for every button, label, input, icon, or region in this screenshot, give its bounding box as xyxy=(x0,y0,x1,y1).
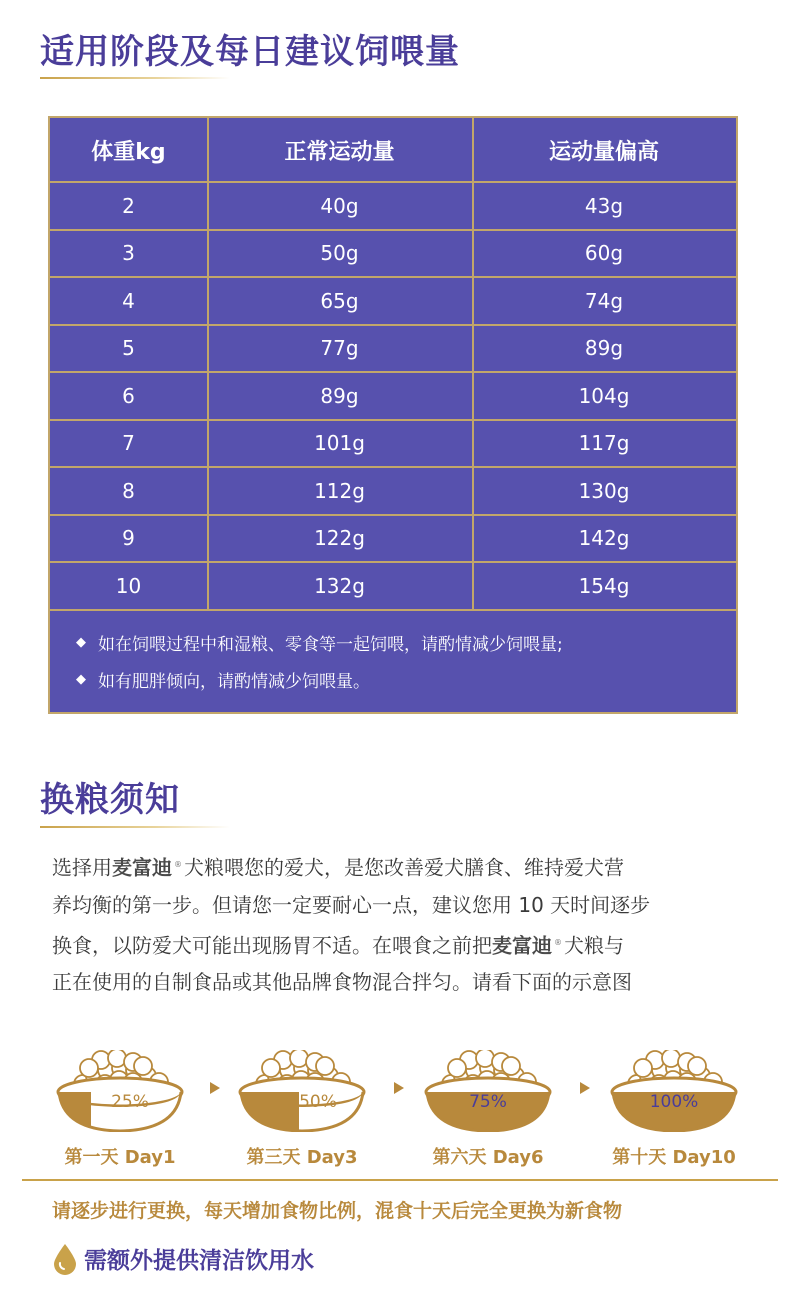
weight-cell: 9 xyxy=(122,526,135,551)
weight-cell: 2 xyxy=(122,193,135,218)
intro-paragraph xyxy=(52,846,752,1001)
brand-name: 麦富迪 xyxy=(492,933,552,958)
water-text: 需额外提供清洁饮用水 xyxy=(84,1248,314,1274)
food-bowl-icon xyxy=(55,1050,185,1132)
high-amount-cell: 154g xyxy=(578,573,630,598)
kibble-piece xyxy=(448,1059,466,1077)
weight-cell: 10 xyxy=(115,573,142,598)
section-title-food-switch: 换粮须知 xyxy=(40,780,180,820)
normal-amount-cell: 89g xyxy=(320,383,359,408)
intro-line: 正在使用的自制食品或其他品牌食物混合拌匀。请看下面的示意图 xyxy=(52,970,632,995)
percent-label: 75% xyxy=(469,1092,507,1112)
section-title-feeding: 适用阶段及每日建议饲喂量 xyxy=(40,32,460,72)
header-normal-activity: 正常运动量 xyxy=(284,139,395,165)
registered-mark: ® xyxy=(554,937,562,947)
water-drop-icon xyxy=(52,1243,78,1275)
weight-cell: 8 xyxy=(122,478,135,503)
kibble-piece xyxy=(108,1050,126,1067)
food-bowl-icon xyxy=(423,1050,553,1132)
weight-cell: 7 xyxy=(122,431,135,456)
title-underline xyxy=(40,826,230,828)
kibble-piece xyxy=(316,1057,334,1075)
normal-amount-cell: 122g xyxy=(314,526,365,551)
high-amount-cell: 104g xyxy=(578,383,630,408)
day-label: 第六天 Day6 xyxy=(432,1147,544,1168)
food-bowl-icon xyxy=(237,1050,367,1132)
table-row xyxy=(50,562,736,610)
transition-diagram xyxy=(0,1040,790,1170)
water-reminder xyxy=(52,1242,314,1275)
kibble-piece xyxy=(290,1050,308,1067)
note-item xyxy=(76,624,716,661)
intro-line xyxy=(52,846,752,887)
normal-amount-cell: 77g xyxy=(320,336,359,361)
diamond-bullet-icon: ◆ xyxy=(76,635,86,650)
table-row xyxy=(50,467,736,515)
table-header-row xyxy=(50,118,736,182)
note-text: 如在饲喂过程中和湿粮、零食等一起饲喂，请酌情减少饲喂量; xyxy=(98,635,563,655)
normal-amount-cell: 132g xyxy=(314,573,365,598)
intro-text: 犬粮与 xyxy=(564,933,624,958)
header-high-activity: 运动量偏高 xyxy=(548,139,659,165)
arrow-right-icon xyxy=(208,1081,222,1095)
percent-label: 100% xyxy=(649,1092,699,1112)
table-row xyxy=(50,515,736,563)
weight-cell: 6 xyxy=(122,383,135,408)
intro-line xyxy=(52,924,752,965)
column-divider xyxy=(472,118,474,610)
day-label: 第三天 Day3 xyxy=(246,1147,358,1168)
food-bowl-icon xyxy=(609,1050,739,1132)
weight-cell: 4 xyxy=(122,288,135,313)
table-row xyxy=(50,230,736,278)
kibble-piece xyxy=(502,1057,520,1075)
high-amount-cell: 43g xyxy=(584,193,624,218)
column-divider xyxy=(207,118,209,610)
brand-name: 麦富迪 xyxy=(112,855,172,880)
day-label: 第一天 Day1 xyxy=(64,1147,176,1168)
table-row xyxy=(50,420,736,468)
day-label: 第十天 Day10 xyxy=(612,1147,736,1168)
note-item xyxy=(76,661,716,698)
weight-cell: 3 xyxy=(122,241,135,266)
intro-line: 养均衡的第一步。但请您一定要耐心一点，建议您用 10 天时间逐步 xyxy=(52,892,651,917)
high-amount-cell: 130g xyxy=(578,478,630,503)
note-text: 如有肥胖倾向，请酌情减少饲喂量。 xyxy=(98,672,370,692)
arrow-right-icon xyxy=(392,1081,406,1095)
normal-amount-cell: 112g xyxy=(314,478,365,503)
normal-amount-cell: 40g xyxy=(320,193,359,218)
high-amount-cell: 74g xyxy=(584,288,624,313)
high-amount-cell: 142g xyxy=(578,526,630,551)
table-row xyxy=(50,325,736,373)
diamond-bullet-icon: ◆ xyxy=(76,672,86,687)
percent-label: 50% xyxy=(299,1092,337,1112)
intro-text: 选择用 xyxy=(52,855,112,880)
normal-amount-cell: 65g xyxy=(320,288,359,313)
kibble-piece xyxy=(662,1050,680,1067)
table-row xyxy=(50,372,736,420)
gold-divider xyxy=(22,1179,778,1181)
registered-mark: ® xyxy=(174,860,182,869)
weight-cell: 5 xyxy=(122,336,135,361)
table-row xyxy=(50,182,736,230)
normal-amount-cell: 50g xyxy=(320,241,359,266)
kibble-piece xyxy=(688,1057,706,1075)
kibble-piece xyxy=(634,1059,652,1077)
kibble-piece xyxy=(476,1050,494,1067)
row-divider xyxy=(50,609,736,611)
kibble-piece xyxy=(262,1059,280,1077)
table-notes xyxy=(76,624,716,698)
normal-amount-cell: 101g xyxy=(314,431,365,456)
intro-text: 换食，以防爱犬可能出现肠胃不适。在喂食之前把 xyxy=(52,933,492,958)
table-row xyxy=(50,277,736,325)
high-amount-cell: 60g xyxy=(584,241,624,266)
feeding-table xyxy=(48,116,738,714)
title-underline xyxy=(40,77,230,79)
intro-text: 犬粮喂您的爱犬，是您改善爱犬膳食、维持爱犬营 xyxy=(184,855,624,880)
high-amount-cell: 89g xyxy=(584,336,624,361)
kibble-piece xyxy=(80,1059,98,1077)
high-amount-cell: 117g xyxy=(578,431,630,456)
percent-label: 25% xyxy=(111,1092,149,1112)
header-weight: 体重kg xyxy=(91,139,166,165)
arrow-right-icon xyxy=(578,1081,592,1095)
transition-tip: 请逐步进行更换，每天增加食物比例，混食十天后完全更换为新食物 xyxy=(52,1200,623,1222)
kibble-piece xyxy=(134,1057,152,1075)
